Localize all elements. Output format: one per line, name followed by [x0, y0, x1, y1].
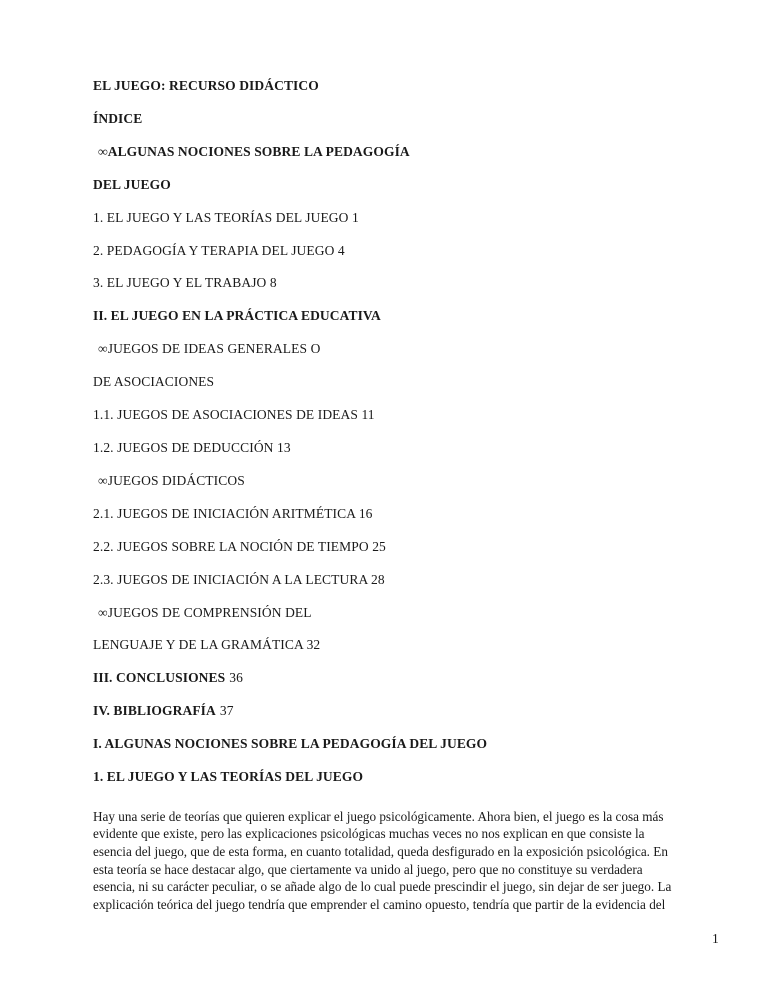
toc-entry: ∞JUEGOS DE IDEAS GENERALES O — [98, 341, 321, 357]
toc-entry — [93, 662, 741, 695]
page-number: 1 — [712, 931, 719, 946]
toc-entry — [93, 695, 741, 728]
toc-entry: 1.2. JUEGOS DE DEDUCCIÓN 13 — [93, 439, 291, 455]
toc-entry: ∞ALGUNAS NOCIONES SOBRE LA PEDAGOGÍA — [98, 143, 410, 159]
subsection-heading: 1. EL JUEGO Y LAS TEORÍAS DEL JUEGO — [93, 769, 364, 785]
toc-entry: ∞JUEGOS DE COMPRENSIÓN DEL — [98, 604, 312, 620]
paragraph-line: esta teoría se hace destacar algo, que ciertamente va unido al juego, pero que no constituye su verdadera — [93, 861, 643, 877]
toc-entry-page-number: 36 — [229, 670, 243, 686]
paragraph-line: explicación teórica del juego tendría que emprender el camino opuesto, tendría que partir de la evidencia del — [93, 896, 666, 912]
toc-entry: 2.1. JUEGOS DE INICIACIÓN ARITMÉTICA 16 — [93, 505, 373, 521]
toc-entry: ∞JUEGOS DIDÁCTICOS — [98, 472, 245, 488]
body-paragraph — [93, 808, 741, 913]
section-heading: I. ALGUNAS NOCIONES SOBRE LA PEDAGOGÍA DEL JUEGO — [93, 736, 488, 752]
toc-entry: II. EL JUEGO EN LA PRÁCTICA EDUCATIVA — [93, 308, 381, 324]
paragraph-line: Hay una serie de teorías que quieren explicar el juego psicológicamente. Ahora bien, el juego es la cosa más — [93, 808, 664, 824]
document-title: EL JUEGO: RECURSO DIDÁCTICO — [93, 78, 319, 93]
toc-entry: DE ASOCIACIONES — [93, 374, 215, 390]
toc-entry: 2. PEDAGOGÍA Y TERAPIA DEL JUEGO 4 — [93, 242, 345, 258]
toc-entry: 3. EL JUEGO Y EL TRABAJO 8 — [93, 275, 277, 291]
toc-entry: DEL JUEGO — [93, 176, 171, 192]
toc-entry-label: IV. BIBLIOGRAFÍA — [93, 703, 216, 719]
document-content — [93, 70, 741, 913]
index-heading: ÍNDICE — [93, 110, 143, 126]
toc-entry-label: III. CONCLUSIONES — [93, 670, 226, 686]
paragraph-line: evidente que existe, pero las explicaciones psicológicas muchas veces no nos explican en que consiste la — [93, 826, 645, 842]
toc-entry: 2.3. JUEGOS DE INICIACIÓN A LA LECTURA 28 — [93, 571, 385, 587]
toc-entry: 1.1. JUEGOS DE ASOCIACIONES DE IDEAS 11 — [93, 407, 375, 423]
paragraph-line: esencia, ni su carácter peculiar, o se añade algo de lo cual puede prescindir el juego, sin dejar de ser juego. La — [93, 879, 672, 895]
toc-entry-page-number: 37 — [219, 703, 234, 719]
toc-entry: LENGUAJE Y DE LA GRAMÁTICA 32 — [93, 637, 321, 653]
toc-entry: 2.2. JUEGOS SOBRE LA NOCIÓN DE TIEMPO 25 — [93, 538, 386, 554]
paragraph-line: esencia del juego, que de esta forma, en cuanto totalidad, queda desfigurado en la exposición psicológica. En — [93, 844, 668, 860]
toc-entry: 1. EL JUEGO Y LAS TEORÍAS DEL JUEGO 1 — [93, 209, 359, 225]
